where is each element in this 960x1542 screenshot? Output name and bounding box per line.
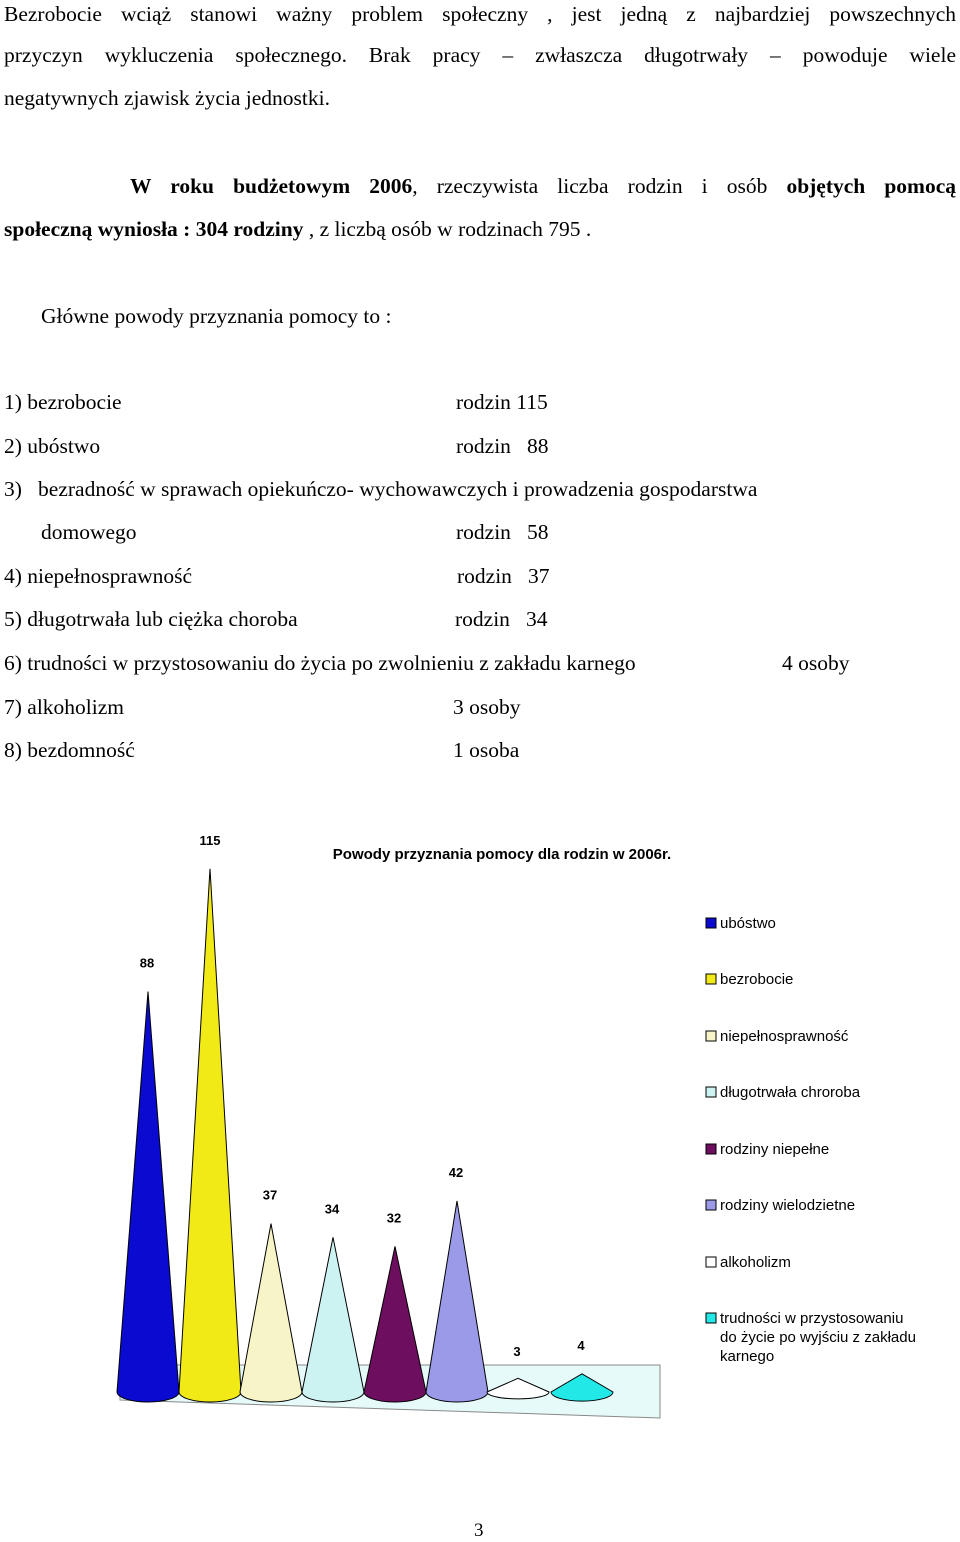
reason-value: 3 osoby [453, 695, 521, 719]
legend-label: rodziny wielodzietne [720, 1197, 856, 1214]
summary-text: , rzeczywista liczba rodzin i osób [412, 174, 787, 198]
summary-covered: objętych pomocą [786, 174, 957, 198]
legend-label: niepełnosprawność [720, 1028, 849, 1045]
legend-label: alkoholizm [720, 1254, 791, 1271]
legend-item [706, 1084, 861, 1101]
legend-item [706, 1141, 829, 1158]
legend-item [706, 1254, 791, 1271]
reason-label: 1) bezrobocie [4, 390, 122, 414]
intro-line-1: Bezrobocie wciąż stanowi ważny problem społeczny , jest jedną z najbardziej powszechnych [4, 2, 956, 26]
cone-value-label: 115 [199, 832, 221, 848]
legend-label: bezrobocie [720, 971, 794, 988]
reason-value: rodzin 88 [456, 434, 549, 458]
reason-value: rodzin 58 [456, 520, 549, 544]
cone-shape [240, 1224, 302, 1402]
legend-label: do życie po wyjściu z zakładu [720, 1329, 916, 1346]
legend-item [706, 1028, 849, 1045]
summary-year: W roku budżetowym 2006 [130, 174, 413, 198]
reason-value: 1 osoba [453, 738, 520, 762]
reason-value: rodzin 37 [457, 564, 550, 588]
legend-swatch [706, 1144, 716, 1154]
summary-total: społeczną wyniosła : 304 rodziny [4, 217, 304, 241]
cone-shape [179, 869, 241, 1402]
intro-line-2: przyczyn wykluczenia społecznego. Brak pracy – zwłaszcza długotrwały – powoduje wiele [4, 43, 956, 67]
legend-swatch [706, 1200, 716, 1210]
cone-4 [302, 1201, 364, 1402]
summary-line-1 [130, 176, 956, 198]
cone-3 [240, 1188, 302, 1402]
cone-shape [364, 1246, 426, 1402]
cones-group [117, 833, 613, 1402]
legend-label: rodziny niepełne [720, 1141, 830, 1158]
reason-value: rodzin 115 [456, 390, 548, 414]
cone-value-label: 34 [324, 1201, 340, 1217]
cone-value-label: 4 [577, 1338, 585, 1353]
legend-swatch [706, 918, 716, 928]
cone-value-label: 37 [262, 1187, 278, 1203]
reason-label: 8) bezdomność [4, 738, 135, 762]
page-number: 3 [474, 1520, 484, 1541]
cone-value-label: 42 [448, 1164, 464, 1180]
legend-item [706, 971, 793, 988]
cone-6 [426, 1165, 488, 1402]
cone-shape [302, 1237, 364, 1402]
legend-item [706, 915, 776, 932]
legend-label: ubóstwo [720, 915, 776, 932]
reason-value: 4 osoby [782, 651, 850, 675]
legend-label: karnego [720, 1348, 775, 1365]
reasons-cone-chart [0, 830, 960, 1430]
legend-swatch [706, 974, 716, 984]
reason-label: 5) długotrwała lub ciężka choroba [4, 607, 298, 631]
cone-value-label: 3 [513, 1344, 521, 1359]
cone-shape [426, 1201, 488, 1402]
cone-value-label: 32 [386, 1210, 402, 1226]
legend-swatch [706, 1313, 716, 1323]
summary-line-2 [4, 219, 591, 241]
reason-label: 6) trudności w przystosowaniu do życia po zwolnieniu z zakładu karnego [4, 651, 636, 675]
cone-value-label: 88 [139, 955, 155, 971]
cone-1 [117, 956, 179, 1402]
legend-item [706, 1197, 855, 1214]
legend-item [706, 1310, 916, 1365]
reason-value: rodzin 34 [455, 607, 548, 631]
legend-swatch [706, 1257, 716, 1267]
reason-label: 3) bezradność w sprawach opiekuńczo- wychowawczych i prowadzenia gospodarstwa [4, 477, 758, 501]
reason-label-continued: domowego [41, 520, 137, 544]
chart-title: Powody przyznania pomocy dla rodzin w 2006r. [332, 846, 672, 863]
reason-label: 4) niepełnosprawność [4, 564, 193, 588]
legend-swatch [706, 1031, 716, 1041]
reason-label: 7) alkoholizm [4, 695, 125, 719]
intro-line-3: negatywnych zjawisk życia jednostki. [4, 86, 330, 110]
legend-label: trudności w przystosowaniu [720, 1310, 904, 1327]
cone-shape [117, 992, 179, 1402]
chart-legend [706, 915, 916, 1365]
cone-2 [179, 833, 241, 1402]
legend-label: długotrwała chroroba [720, 1084, 861, 1101]
reason-label: 2) ubóstwo [4, 434, 101, 458]
reasons-heading: Główne powody przyznania pomocy to : [41, 304, 392, 328]
summary-persons: , z liczbą osób w rodzinach 795 . [303, 217, 592, 241]
cone-5 [364, 1210, 426, 1402]
legend-swatch [706, 1087, 716, 1097]
